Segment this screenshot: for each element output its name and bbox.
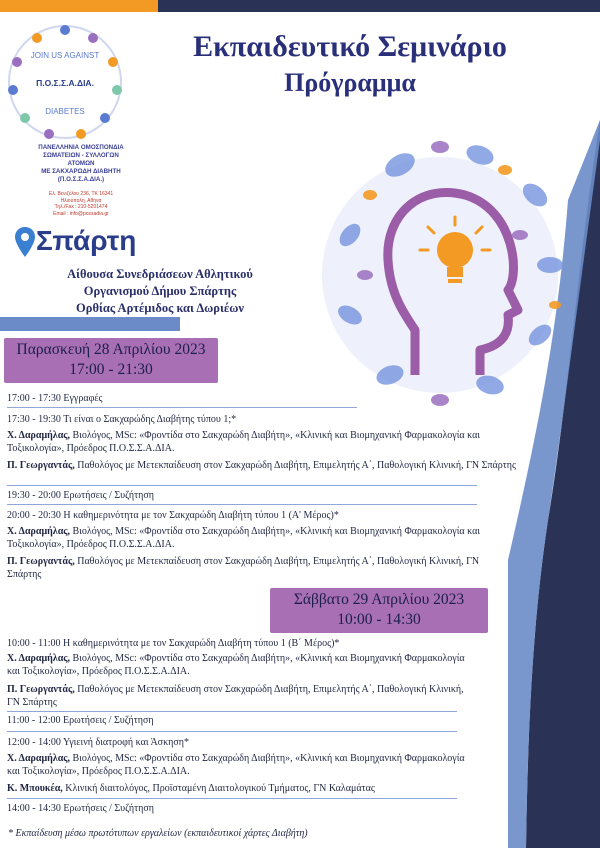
day2-date: Σάββατο 29 Απριλίου 2023 bbox=[293, 591, 465, 608]
session-item: 20:00 - 20:30 Η καθημερινότητα με τον Σακχαρώδη Διαβήτη τύπου 1 (Α' Μέρος)* bbox=[7, 510, 339, 521]
divider bbox=[7, 798, 457, 799]
speaker-desc: Παθολόγος με Μετεκπαίδευση στον Σακχαρώδη Διαβήτη, Επιμελητής Α΄, Παθολογική Κλινική, ΓΝ Σπάρτης bbox=[7, 556, 480, 580]
day1-time: 17:00 - 21:30 bbox=[69, 361, 153, 378]
divider bbox=[7, 711, 457, 712]
footnote: * Εκπαίδευση μέσω πρωτότυπων εργαλείων (εκπαιδευτικοί χάρτες Διαβήτη) bbox=[8, 828, 308, 839]
organization-address: Ελ. Βενιζέλου 236, ΤΚ 16341 Ηλιούπολη, Αθήνα Τηλ./Fax : 210-5201474 Email : info@possadia.gr bbox=[48, 191, 114, 217]
speaker-desc: Βιολόγος, MSc: «Φροντίδα στο Σακχαρώδη Διαβήτη», «Κλινική και Βιομηχανική Φαρμακολογία και Τοξικολογία», Πρόεδρος Π.Ο.Σ.Σ.Α.ΔΙΑ. bbox=[7, 430, 481, 454]
page-title: Εκπαιδευτικό Σεμινάριο bbox=[193, 30, 507, 63]
divider bbox=[7, 504, 477, 505]
session-item: 14:00 - 14:30 Ερωτήσεις / Συζήτηση bbox=[7, 803, 154, 814]
divider bbox=[7, 407, 357, 408]
speaker-entry bbox=[7, 782, 477, 795]
speaker-entry bbox=[7, 525, 507, 551]
top-orange-bar bbox=[0, 0, 158, 12]
session-item: 11:00 - 12:00 Ερωτήσεις / Συζήτηση bbox=[7, 715, 154, 726]
speaker-name: Χ. Δαραμήλας, bbox=[7, 430, 71, 441]
session-item: 12:00 - 14:00 Υγιεινή διατροφή και Άσκηση* bbox=[7, 737, 189, 748]
speaker-entry bbox=[7, 555, 507, 581]
venue-blue-bar bbox=[0, 317, 180, 331]
session-item: 17:00 - 17:30 Εγγραφές bbox=[7, 393, 103, 404]
day2-header bbox=[270, 588, 488, 633]
speaker-entry bbox=[7, 683, 477, 709]
session-item: 19:30 - 20:00 Ερωτήσεις / Συζήτηση bbox=[7, 490, 154, 501]
speaker-name: Χ. Δαραμήλας, bbox=[7, 526, 71, 537]
speaker-name: Κ. Μπουκέα, bbox=[7, 783, 63, 794]
speaker-desc: Παθολόγος με Μετεκπαίδευση στον Σακχαρώδη Διαβήτη, Επιμελητής Α΄, Παθολογική Κλινική, ΓΝ Σπάρτης bbox=[7, 684, 464, 708]
logo-ring-top: JOIN US AGAINST bbox=[30, 51, 100, 60]
divider bbox=[7, 485, 477, 486]
city-name: Σπάρτη bbox=[36, 225, 137, 256]
speaker-desc: Βιολόγος, MSc: «Φροντίδα στο Σακχαρώδη Διαβήτη», «Κλινική και Βιομηχανική Φαρμακολογία και Τοξικολογία», Πρόεδρος Π.Ο.Σ.Σ.Α.ΔΙΑ. bbox=[7, 753, 465, 777]
speaker-name: Π. Γεωργαντάς, bbox=[7, 460, 75, 471]
speaker-entry bbox=[7, 459, 527, 472]
session-item: 10:00 - 11:00 Η καθημερινότητα με τον Σακχαρώδη Διαβήτη τύπου 1 (Β΄ Μέρος)* bbox=[7, 638, 340, 649]
session-item: 17:30 - 19:30 Τι είναι ο Σακχαρώδης Διαβήτης τύπου 1;* bbox=[7, 414, 237, 425]
speaker-name: Π. Γεωργαντάς, bbox=[7, 556, 75, 567]
divider bbox=[7, 731, 457, 732]
venue-address: Αίθουσα Συνεδριάσεων Αθλητικού Οργανισμού Δήμου Σπάρτης Ορθίας Αρτέμιδος και Δωριέων bbox=[67, 267, 253, 315]
day1-date: Παρασκευή 28 Απριλίου 2023 bbox=[16, 341, 206, 358]
day1-header bbox=[4, 338, 218, 383]
speaker-name: Χ. Δαραμήλας, bbox=[7, 653, 71, 664]
head-profile-icon bbox=[320, 125, 590, 425]
logo-ring-bottom: DIABETES bbox=[45, 107, 85, 116]
speaker-desc: Παθολόγος με Μετεκπαίδευση στον Σακχαρώδη Διαβήτη, Επιμελητής Α΄, Παθολογική Κλινική, ΓΝ Σπάρτης bbox=[77, 460, 516, 471]
organization-name: ΠΑΝΕΛΛΗΝΙΑ ΟΜΟΣΠΟΝΔΙΑ ΣΩΜΑΤΕΙΩΝ - ΣΥΛΛΟΓΩΝ ΑΤΟΜΩΝ ΜΕ ΣΑΚΧΑΡΩΔΗ ΔΙΑΒΗΤΗ (Π.Ο.Σ.Σ.Α.ΔΙΑ.) bbox=[38, 144, 124, 183]
speaker-desc: Βιολόγος, MSc: «Φροντίδα στο Σακχαρώδη Διαβήτη», «Κλινική και Βιομηχανική Φαρμακολογία και Τοξικολογία», Πρόεδρος Π.Ο.Σ.Σ.Α.ΔΙΑ. bbox=[7, 526, 481, 550]
speaker-name: Χ. Δαραμήλας, bbox=[7, 753, 71, 764]
speaker-entry bbox=[7, 652, 477, 678]
speaker-desc: Κλινική διαιτολόγος, Προϊσταμένη Διαιτολογικού Τμήματος, ΓΝ Καλαμάτας bbox=[65, 783, 375, 794]
speaker-desc: Βιολόγος, MSc: «Φροντίδα στο Σακχαρώδη Διαβήτη», «Κλινική και Βιομηχανική Φαρμακολογία και Τοξικολογία», Πρόεδρος Π.Ο.Σ.Σ.Α.ΔΙΑ. bbox=[7, 653, 465, 677]
speaker-entry bbox=[7, 429, 527, 455]
day2-time: 10:00 - 14:30 bbox=[337, 611, 421, 628]
map-pin-icon bbox=[14, 226, 36, 258]
speaker-name: Π. Γεωργαντάς, bbox=[7, 684, 75, 695]
page-subtitle: Πρόγραμμα bbox=[284, 68, 416, 97]
speaker-entry bbox=[7, 752, 477, 778]
possadia-logo bbox=[5, 22, 125, 142]
logo-center: Π.Ο.Σ.Σ.Α.ΔΙΑ. bbox=[36, 78, 94, 88]
